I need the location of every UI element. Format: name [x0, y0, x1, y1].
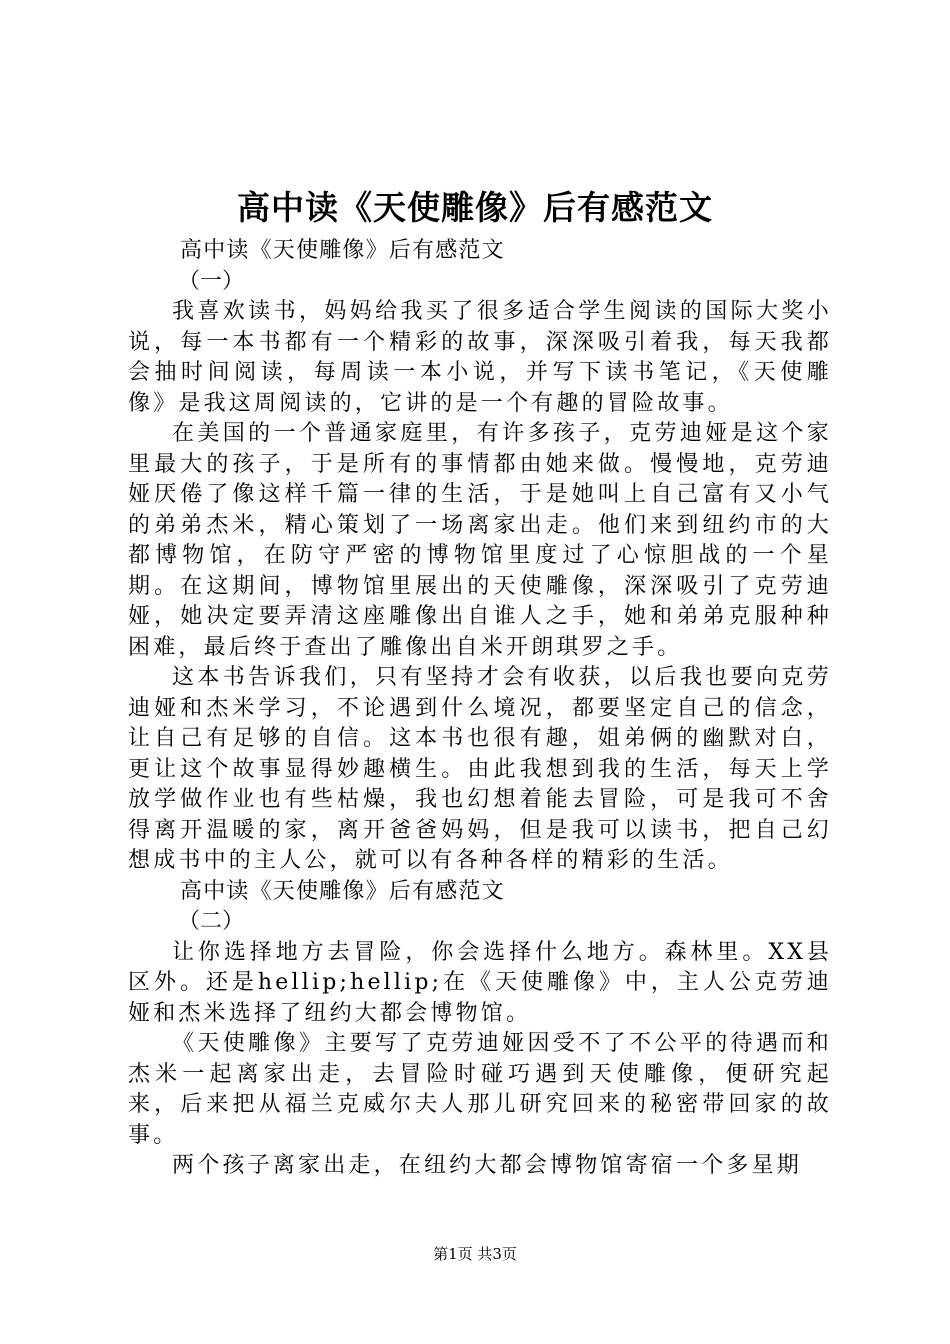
body-paragraph: 这本书告诉我们，只有坚持才会有收获，以后我也要向克劳迪娅和杰米学习，不论遇到什么境况，都要坚定自己的信念，让自己有足够的自信。这本书也很有趣，姐弟俩的幽默对白，更让这个故事显得妙趣横生。由此我想到我的生活，每天上学放学做作业也有些枯燥，我也幻想着能去冒险，可是我可不舍得离开温暖的家，离开爸爸妈妈，但是我可以读书，把自己幻想成书中的主人公，就可以有各种各样的精彩的生活。 — [128, 665, 832, 873]
page-footer: 第1页 共3页 — [433, 1245, 517, 1263]
body-paragraph: 两个孩子离家出走，在纽约大都会博物馆寄宿一个多星期 — [172, 1153, 803, 1178]
section-number: （一） — [178, 268, 245, 294]
section-heading: 高中读《天使雕像》后有感范文 — [180, 878, 505, 904]
document-title: 高中读《天使雕像》后有感范文 — [237, 188, 713, 227]
section-number: （二） — [178, 909, 245, 934]
section-heading: 高中读《天使雕像》后有感范文 — [180, 238, 505, 263]
body-paragraph: 在美国的一个普通家庭里，有许多孩子，克劳迪娅是这个家里最大的孩子，于是所有的事情都由她来做。慢慢地，克劳迪娅厌倦了像这样千篇一律的生活，于是她叫上自己富有又小气的弟弟杰米，精心策划了一场离家出走。他们来到纽约市的大都博物馆，在防守严密的博物馆里度过了心惊胆战的一个星期。在这期间，博物馆里展出的天使雕像，深深吸引了克劳迪娅，她决定要弄清这座雕像出自谁人之手，她和弟弟克服种种困难，最后终于查出了雕像出自米开朗琪罗之手。 — [128, 421, 832, 660]
body-paragraph: 《天使雕像》主要写了克劳迪娅因受不了不公平的待遇而和杰米一起离家出走，去冒险时碰巧遇到天使雕像，便研究起来，后来把从福兰克威尔夫人那儿研究回来的秘密带回家的故事。 — [128, 1031, 832, 1148]
document-body — [128, 236, 832, 1182]
body-paragraph: 我喜欢读书，妈妈给我买了很多适合学生阅读的国际大奖小说，每一本书都有一个精彩的故事，深深吸引着我，每天我都会抽时间阅读，每周读一本小说，并写下读书笔记，《天使雕像》是我这周阅读的，它讲的是一个有趣的冒险故事。 — [128, 299, 832, 416]
body-paragraph: 让你选择地方去冒险，你会选择什么地方。森林里。XX县区外。还是hellip;hellip;在《天使雕像》中，主人公克劳迪娅和杰米选择了纽约大都会博物馆。 — [128, 939, 832, 1026]
